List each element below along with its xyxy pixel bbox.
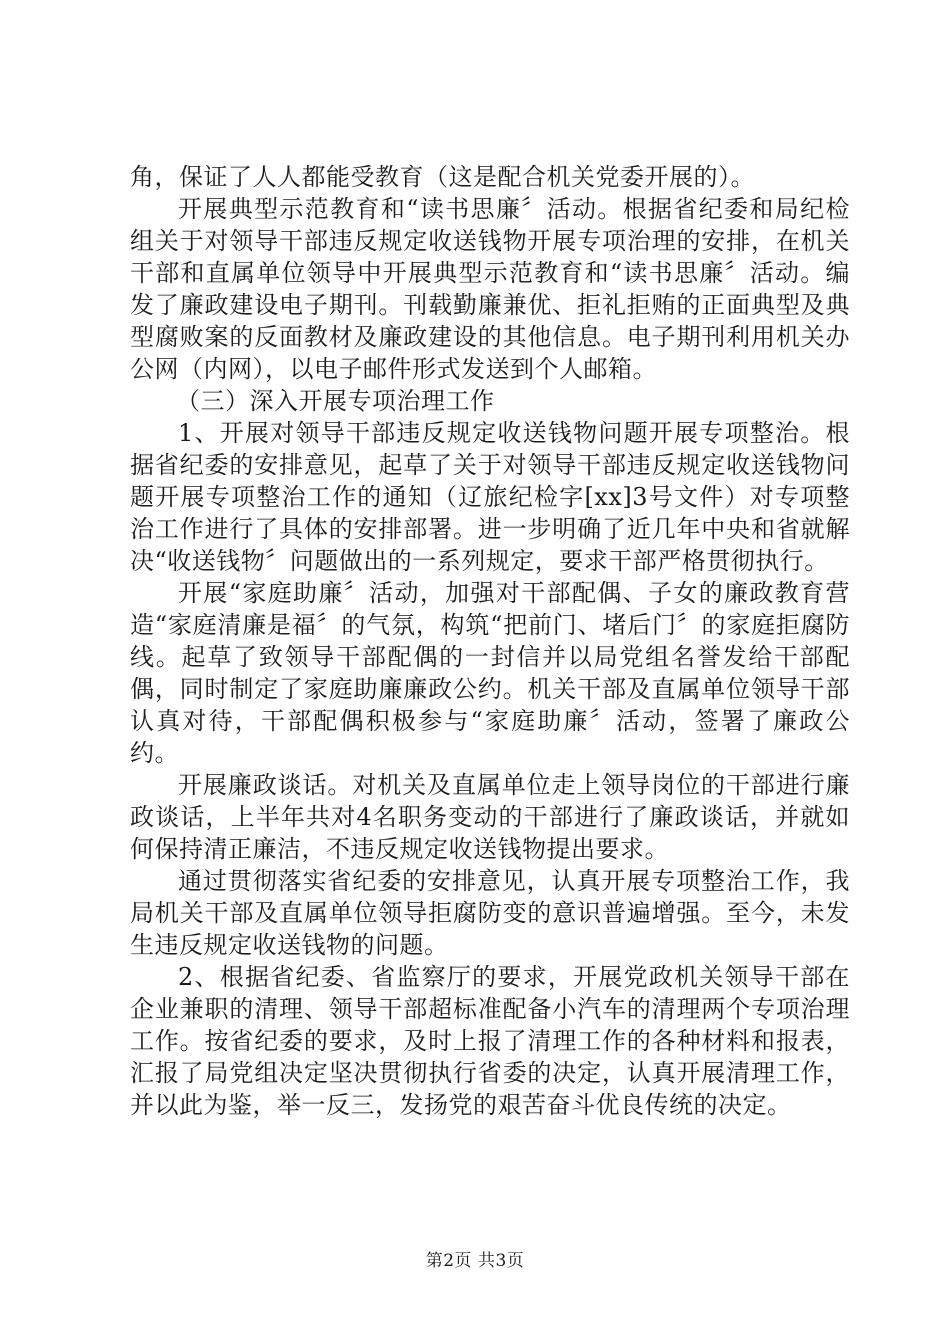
section-heading: （三）深入开展专项治理工作: [176, 387, 495, 415]
paragraph-continuation: 角，保证了人人都能受教育（这是配合机关党委开展的）。: [130, 163, 755, 191]
paragraph-special-rectification: 1、开展对领导干部违反规定收送钱物问题开展专项整治。根据省纪委的安排意见，起草了关于对领导干部违反规定收送钱物问题开展专项整治工作的通知（辽旅纪检字[xx]3号文件）对专项整治工作进行了具体的安排部署。进一步明确了近几年中央和省就解决“收送钱物〞问题做出的一系列规定，要求干部严格贯彻执行。: [130, 419, 850, 575]
paragraph-integrity-talks: 开展廉政谈话。对机关及直属单位走上领导岗位的干部进行廉政谈话，上半年共对4名职务变动的干部进行了廉政谈话，并就如何保持清正廉洁，不违反规定收送钱物提出要求。: [130, 771, 850, 863]
page-footer: 第2页 共3页: [425, 1251, 525, 1271]
paragraph-results: 通过贯彻落实省纪委的安排意见，认真开展专项整治工作，我局机关干部及直属单位领导拒腐防变的意识普遍增强。至今，未发生违反规定收送钱物的问题。: [130, 867, 850, 959]
paragraph-reading-activity: 开展典型示范教育和“读书思廉〞活动。根据省纪委和局纪检组关于对领导干部违反规定收送钱物开展专项治理的安排，在机关干部和直属单位领导中开展典型示范教育和“读书思廉〞活动。编发了廉政建设电子期刊。刊载勤廉兼优、拒礼拒贿的正面典型及典型腐败案的反面教材及廉政建设的其他信息。电子期刊利用机关办公网（内网），以电子邮件形式发送到个人邮箱。: [130, 195, 850, 383]
paragraph-cleanup-work: 2、根据省纪委、省监察厅的要求，开展党政机关领导干部在企业兼职的清理、领导干部超标准配备小汽车的清理两个专项治理工作。按省纪委的要求，及时上报了清理工作的各种材料和报表，汇报了局党组决定坚决贯彻执行省委的决定，认真开展清理工作，并以此为鉴，举一反三，发扬党的艰苦奋斗优良传统的决定。: [130, 963, 850, 1119]
paragraph-family-integrity: 开展“家庭助廉〞活动，加强对干部配偶、子女的廉政教育营造“家庭清廉是福〞的气氛，构筑“把前门、堵后门〞的家庭拒腐防线。起草了致领导干部配偶的一封信并以局党组名誉发给干部配偶，同时制定了家庭助廉廉政公约。机关干部及直属单位领导干部认真对待，干部配偶积极参与“家庭助廉〞活动，签署了廉政公约。: [130, 579, 850, 767]
document-body: [130, 161, 850, 1121]
